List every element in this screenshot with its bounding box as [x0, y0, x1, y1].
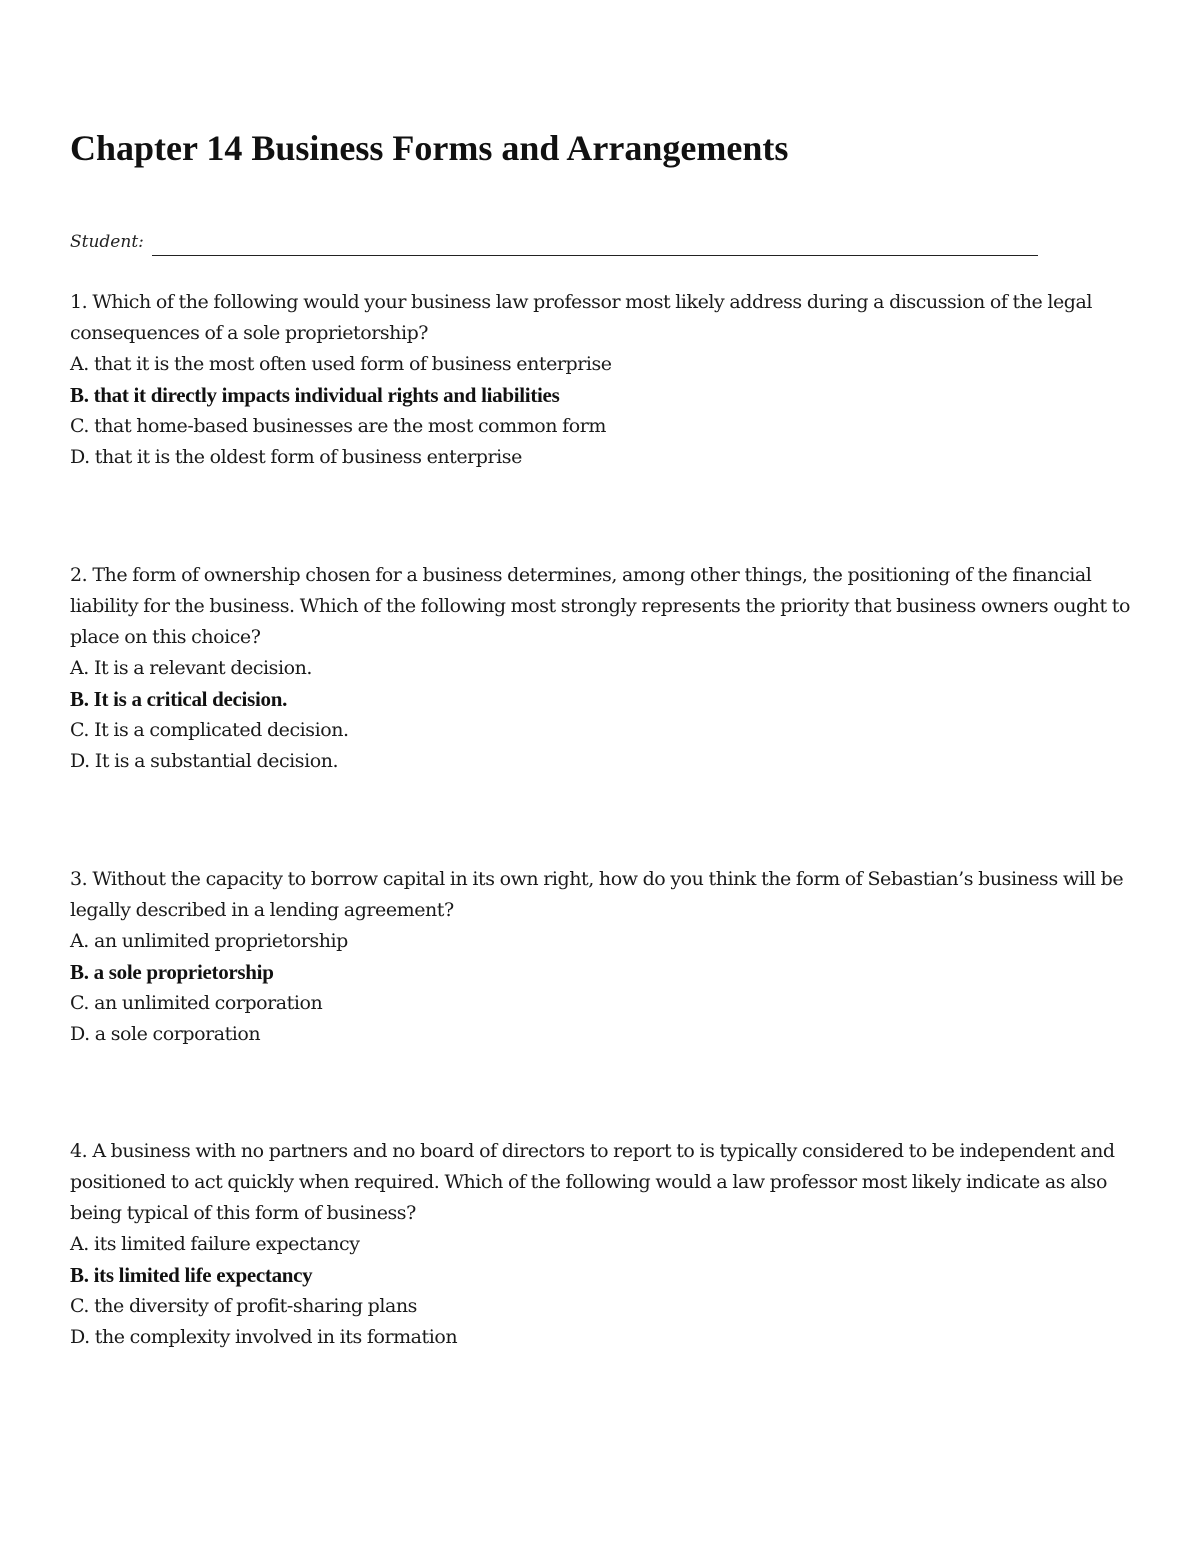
option-a: A. its limited failure expectancy	[70, 1233, 360, 1255]
question-text: 2. The form of ownership chosen for a business determines, among other things, the positioning of the financial liability for the business. Which of the following most strongly represents the priority that business owners ought to place on this choice?	[70, 564, 1130, 648]
option-c: C. It is a complicated decision.	[70, 719, 349, 741]
question-1	[70, 287, 1130, 473]
option-a: A. an unlimited proprietorship	[70, 930, 348, 952]
question-2	[70, 560, 1130, 777]
option-c: C. that home-based businesses are the most common form	[70, 415, 606, 437]
question-text: 1. Which of the following would your business law professor most likely address during a discussion of the legal consequences of a sole proprietorship?	[70, 291, 1093, 344]
question-text: 4. A business with no partners and no board of directors to report to is typically considered to be independent and positioned to act quickly when required. Which of the following would a law professor most likely indicate as also being typical of this form of business?	[70, 1140, 1115, 1224]
question-4	[70, 1136, 1130, 1353]
option-d: D. that it is the oldest form of business enterprise	[70, 446, 522, 468]
question-3	[70, 864, 1130, 1050]
student-label: Student:	[70, 232, 144, 252]
option-d: D. It is a substantial decision.	[70, 750, 339, 772]
option-d: D. a sole corporation	[70, 1023, 261, 1045]
question-text: 3. Without the capacity to borrow capital in its own right, how do you think the form of Sebastian’s business will be legally described in a lending agreement?	[70, 868, 1124, 921]
page-title: Chapter 14 Business Forms and Arrangements	[70, 128, 789, 168]
option-c: C. an unlimited corporation	[70, 992, 323, 1014]
option-b-correct-answer: B. that it directly impacts individual rights and liabilities	[70, 383, 560, 407]
option-b-correct-answer: B. its limited life expectancy	[70, 1263, 313, 1287]
option-b-correct-answer: B. It is a critical decision.	[70, 687, 288, 711]
option-c: C. the diversity of profit-sharing plans	[70, 1295, 417, 1317]
option-a: A. It is a relevant decision.	[70, 657, 312, 679]
option-b-correct-answer: B. a sole proprietorship	[70, 960, 274, 984]
student-name-row	[70, 228, 1038, 256]
student-name-blank	[152, 235, 1038, 256]
option-a: A. that it is the most often used form of business enterprise	[70, 353, 612, 375]
option-d: D. the complexity involved in its formation	[70, 1326, 458, 1348]
